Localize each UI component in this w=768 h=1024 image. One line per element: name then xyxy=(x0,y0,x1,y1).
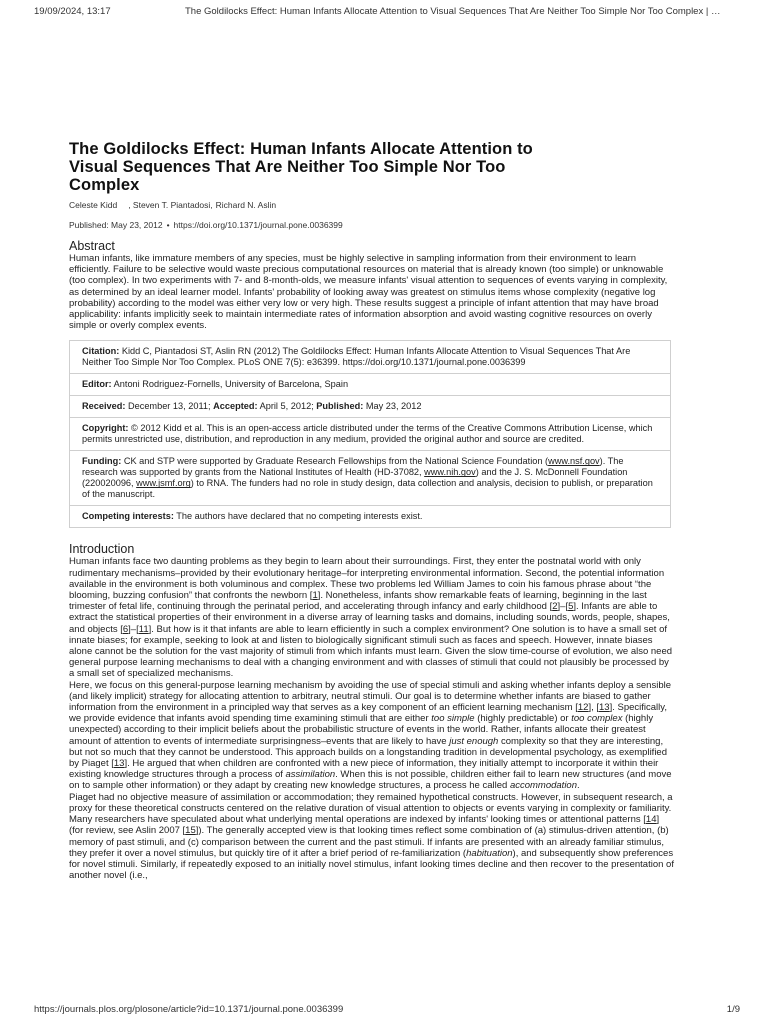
funding-text: ) to RNA. The funders had no role in study design, data collection and analysis, decision to publish, or preparation of the manuscript. xyxy=(82,478,653,500)
intro-text: (highly predictable) or xyxy=(474,713,572,725)
emphasis-text: too complex xyxy=(571,713,623,725)
reference-link[interactable]: 15 xyxy=(185,825,196,837)
article-content xyxy=(69,140,675,881)
funding-text: CK and STP were supported by Graduate Research Fellowships from the National Science Foundation ( xyxy=(123,456,549,467)
dates-row xyxy=(70,395,670,417)
intro-text: Piaget had no objective measure of assimilation or accommodation; they remained hypothetical constructs. However, in subsequent research, a proxy for these theoretical constructs centered on the relative duration of visual attention to objects or events varying in complexity or familiarity. Many researchers have speculated about what underlying mental operations are indexed by infants' looking times or attentional patterns [ xyxy=(69,791,673,826)
intro-paragraph-3 xyxy=(69,792,675,882)
author-list xyxy=(69,200,675,210)
competing-text: The authors have declared that no competing interests exist. xyxy=(176,511,423,522)
emphasis-text: accommodation xyxy=(509,780,577,792)
intro-text: ]–[ xyxy=(557,601,569,613)
funding-text: ) and the J. S. McDonnell Foundation (220020096, xyxy=(82,467,628,489)
author-link[interactable]: Celeste Kidd xyxy=(69,200,118,210)
funding-label: Funding: xyxy=(82,456,122,467)
doi-link[interactable]: https://doi.org/10.1371/journal.pone.0036399 xyxy=(173,220,343,230)
reference-link[interactable]: 14 xyxy=(645,814,657,826)
intro-text: ]). The generally accepted view is that looking times reflect some combination of (a) stimulus-driven attention, (b) memory of past stimuli, and (c) comparison between the current and the past stimuli. If infants are presented with an already familiar stimulus, they prefer it over a novel stimulus, but quickly tire of it after a brief period of re-familiarization ( xyxy=(69,825,669,859)
copyright-label: Copyright: xyxy=(82,423,129,434)
published-label: Published: xyxy=(316,401,364,412)
editor-text: Antoni Rodriguez-Fornells, University of Barcelona, Spain xyxy=(113,379,349,390)
received-label: Received: xyxy=(82,401,126,412)
reference-link[interactable]: 13 xyxy=(599,702,610,714)
reference-link[interactable]: 6 xyxy=(122,623,129,635)
print-url: https://journals.plos.org/plosone/article?id=10.1371/journal.pone.0036399 xyxy=(34,1004,344,1015)
intro-text: ]–[ xyxy=(128,623,139,635)
intro-text: ]. Nonetheless, infants show remarkable feats of learning, beginning in the last trimester of fetal life, continuing through the perinatal period, and accelerating through infancy and early childhood [ xyxy=(69,590,647,613)
intro-paragraph-2 xyxy=(69,680,675,792)
citation-text: Kidd C, Piantadosi ST, Aslin RN (2012) The Goldilocks Effect: Human Infants Allocate Attention to Visual Sequences That Are Neither Too Simple Nor Too Complex. PLoS ONE 7(5): e36399. https://doi.org/10.1371/journal.pone.0036399 xyxy=(82,346,631,368)
intro-text: ], [ xyxy=(588,702,600,714)
reference-link[interactable]: 5 xyxy=(568,601,574,613)
intro-paragraph-1 xyxy=(69,556,675,679)
intro-text: . When this is not possible, children either fail to learn new structures (and move on to sample other information) or they adapt by creating new knowledge structures, a process he called xyxy=(69,769,672,792)
print-header xyxy=(34,6,754,22)
intro-text: complexity so that they are interesting, but not so much that they cannot be understood. This approach builds on a longstanding tradition in developmental psychology, as exemplified by Piaget [ xyxy=(69,735,668,770)
copyright-text: © 2012 Kidd et al. This is an open-access article distributed under the terms of the Creative Commons Attribution License, which permits unrestricted use, distribution, and reproduction in any medium, provided the original author and source are credited. xyxy=(82,423,653,445)
nih-link[interactable]: www.nih.gov xyxy=(424,467,476,478)
meta-bullet: • xyxy=(166,220,170,230)
intro-text: (highly unexpected) according to their implicit beliefs about the probabilistic structure of events in the world. Rather, infants allocate their greatest amount of attention to events of intermediate surprisingness–events that are likely to have xyxy=(69,713,654,747)
accepted-text: April 5, 2012; xyxy=(259,401,314,412)
introduction-heading: Introduction xyxy=(69,542,135,557)
intro-text: ] (for review, see Aslin 2007 [ xyxy=(69,814,660,837)
emphasis-text: assimilation xyxy=(285,769,336,781)
author-link[interactable]: Richard N. Aslin xyxy=(215,200,277,210)
emphasis-text: habituation xyxy=(466,847,513,859)
author-link[interactable]: , Steven T. Piantadosi, xyxy=(128,200,213,210)
intro-text: Here, we focus on this general-purpose learning mechanism by avoiding the use of special stimuli and asking whether infants deploy a sensible (and likely implicit) strategy for allocating attention to arbitrary, neutral stimuli. Our goal is to determine whether infants are biased to gather information from the environment in a principled way that serves as a key component of an efficient learning mechanism [ xyxy=(69,679,672,714)
received-text: December 13, 2011; xyxy=(127,401,211,412)
funding-text: ). The research was supported by grants from the National Institutes of Health (HD-37082, xyxy=(82,456,624,478)
intro-text: . xyxy=(577,780,580,792)
intro-text: ), and subsequently show preferences for novel stimuli. Similarly, if repeatedly exposed to an initially novel stimulus, infant looking times decline and then recover to the presentation of another novel (i.e., xyxy=(69,847,674,882)
print-page-number: 1/9 xyxy=(726,1004,740,1015)
article-title: The Goldilocks Effect: Human Infants Allocate Attention to Visual Sequences That Are Neither Too Simple Nor Too Complex xyxy=(69,140,533,194)
published-date: Published: May 23, 2012 xyxy=(69,220,163,230)
emphasis-text: just enough xyxy=(449,735,499,747)
article-meta xyxy=(69,220,675,230)
abstract-text: Human infants, like immature members of any species, must be highly selective in sampling information from their environment to learn efficiently. Failure to be selective would waste precious computational resources on material that is already known (too simple) or unknowable (too complex). In two experiments with 7- and 8-month-olds, we measure infants' visual attention to sequences of events varying in complexity, as determined by an ideal learner model. Infants' probability of looking away was greatest on stimulus items whose complexity (negative log probability) according to the model was either very low or very high. These results suggest a principle of infant attention that may have broad applicability: infants implicitly seek to maintain intermediate rates of information absorption and avoid wasting cognitive resources on overly simple or overly complex events. xyxy=(69,253,668,332)
print-footer xyxy=(34,1004,754,1018)
reference-link[interactable]: 1 xyxy=(312,590,318,602)
citation-label: Citation: xyxy=(82,346,120,357)
reference-link[interactable]: 11 xyxy=(138,623,149,635)
accepted-label: Accepted: xyxy=(213,401,258,412)
published-text: May 23, 2012 xyxy=(365,401,422,412)
print-datetime: 19/09/2024, 13:17 xyxy=(34,6,111,17)
nsf-link[interactable]: www.nsf.gov xyxy=(548,456,600,467)
intro-text: ]. But how is it that infants are able to learn efficiently in such a complex environment? One solution is to have a small set of innate biases; for example, seeking to look at and listen to biologically significant stimuli such as faces and speech. However, innate biases alone cannot be the solution for the vast majority of stimuli from which infants must learn. Given the slow time-course of evolution, we also need general purpose learning mechanisms to deal with a changing environment and with classes of stimuli that could not plausibly be processed by a small set of specialized mechanisms. xyxy=(69,623,673,680)
competing-interests-row xyxy=(70,505,670,527)
editor-label: Editor: xyxy=(82,379,112,390)
competing-label: Competing interests: xyxy=(82,511,174,522)
copyright-row xyxy=(70,417,670,450)
emphasis-text: too simple xyxy=(431,713,475,725)
reference-link[interactable]: 13 xyxy=(113,758,125,770)
print-page-title: The Goldilocks Effect: Human Infants Allocate Attention to Visual Sequences That Are Neither Too Simple Nor Too Complex | … xyxy=(185,6,721,17)
intro-text: ]. He argued that when children are confronted with a new piece of information, they initially attempt to incorporate it within their existing knowledge structures through a process of xyxy=(69,758,659,781)
intro-text: ]. Specifically, we provide evidence that infants avoid spending time examining stimuli that are either xyxy=(69,702,667,725)
intro-text: ]. Infants are able to extract the statistical properties of their environment in a diverse array of learning tasks and domains, including sounds, words, people, shapes, and objects [ xyxy=(69,601,670,635)
funding-row xyxy=(70,450,670,505)
article-info-box xyxy=(69,340,671,528)
reference-link[interactable]: 12 xyxy=(577,702,589,714)
intro-text: Human infants face two daunting problems as they begin to learn about their surroundings. First, they enter the postnatal world with only rudimentary mechanisms–provided by their evolutionary heritage–for interpreting environmental information. Second, the potential information available in the environment is both voluminous and complex. These two problems led William James to coin his famous phrase about “the blooming, buzzing confusion” that confronts the newborn [ xyxy=(69,556,665,602)
citation-row xyxy=(70,341,670,373)
abstract-heading: Abstract xyxy=(69,239,115,253)
reference-link[interactable]: 2 xyxy=(552,601,558,613)
editor-row xyxy=(70,373,670,395)
jsmf-link[interactable]: www.jsmf.org xyxy=(136,478,191,489)
